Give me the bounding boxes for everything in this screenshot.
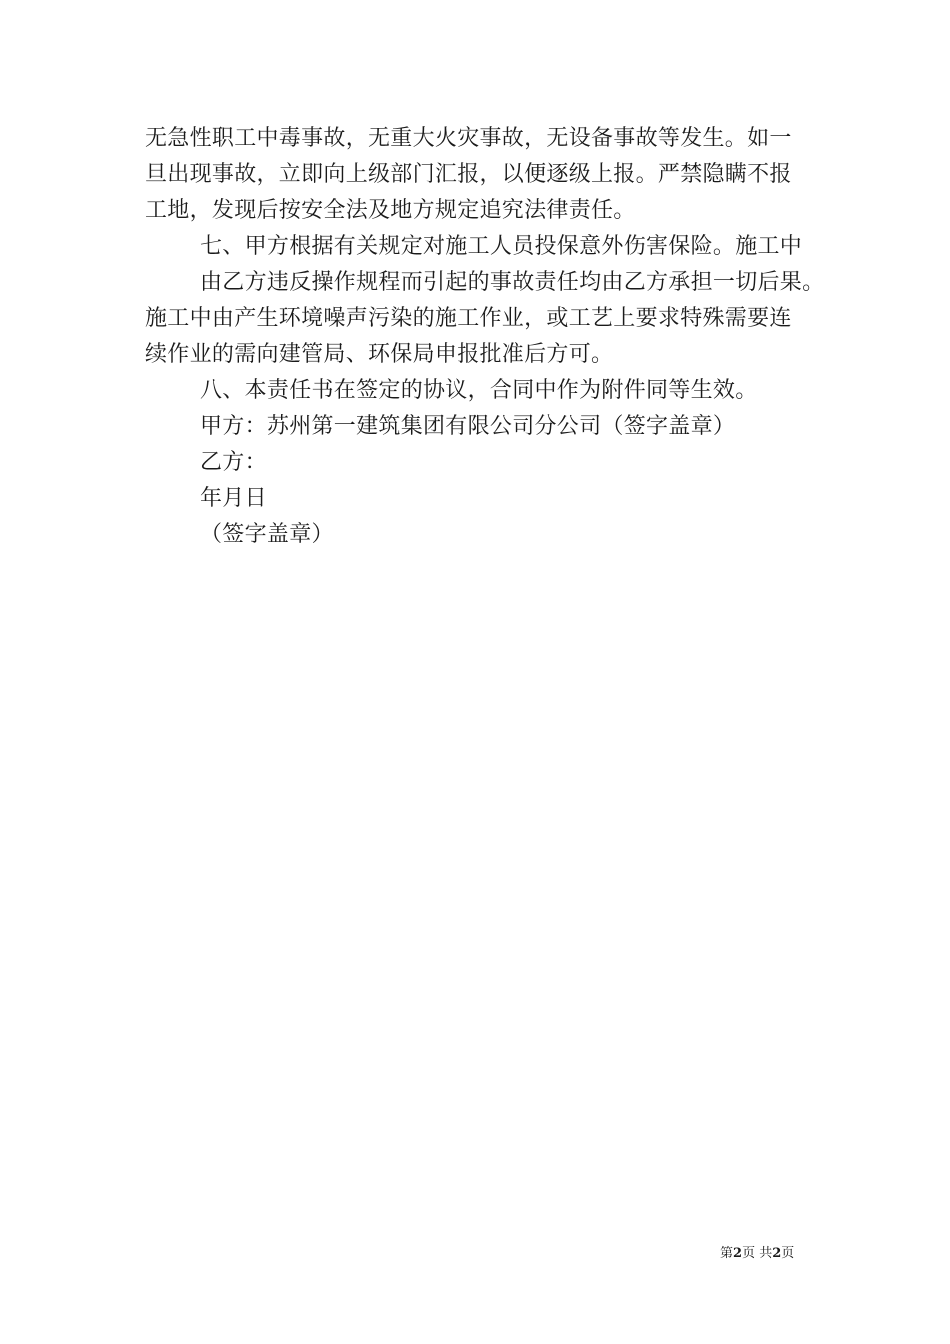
page-footer — [720, 1245, 794, 1263]
footer-middle: 页 共 — [742, 1246, 773, 1261]
party-b-signature: 乙方： — [200, 450, 267, 475]
clause-seven-line-2: 由乙方违反操作规程而引起的事故责任均由乙方承担一切后果。 — [200, 270, 825, 295]
party-a-signature: 甲方：苏州第一建筑集团有限公司分公司（签字盖章） — [200, 414, 736, 439]
clause-seven-line-3: 施工中由产生环境噪声污染的施工作业，或工艺上要求特殊需要连 — [145, 306, 792, 331]
paragraph-line-1: 无急性职工中毒事故，无重大火灾事故，无设备事故等发生。如一 — [145, 126, 792, 151]
paragraph-line-3: 工地，发现后按安全法及地方规定追究法律责任。 — [145, 198, 636, 223]
clause-seven-line-1: 七、甲方根据有关规定对施工人员投保意外伤害保险。施工中 — [200, 234, 803, 259]
paragraph-line-2: 旦出现事故，立即向上级部门汇报，以便逐级上报。严禁隐瞒不报 — [145, 162, 792, 187]
footer-prefix: 第 — [720, 1246, 734, 1261]
seal-note: （签字盖章） — [200, 522, 334, 547]
footer-suffix: 页 — [781, 1246, 795, 1261]
footer-page-number: 2 — [733, 1246, 743, 1261]
clause-eight: 八、本责任书在签定的协议，合同中作为附件同等生效。 — [200, 378, 758, 403]
clause-seven-line-4: 续作业的需向建管局、环保局申报批准后方可。 — [145, 342, 614, 367]
date-line: 年月日 — [200, 486, 267, 511]
footer-total-pages: 2 — [772, 1246, 782, 1261]
